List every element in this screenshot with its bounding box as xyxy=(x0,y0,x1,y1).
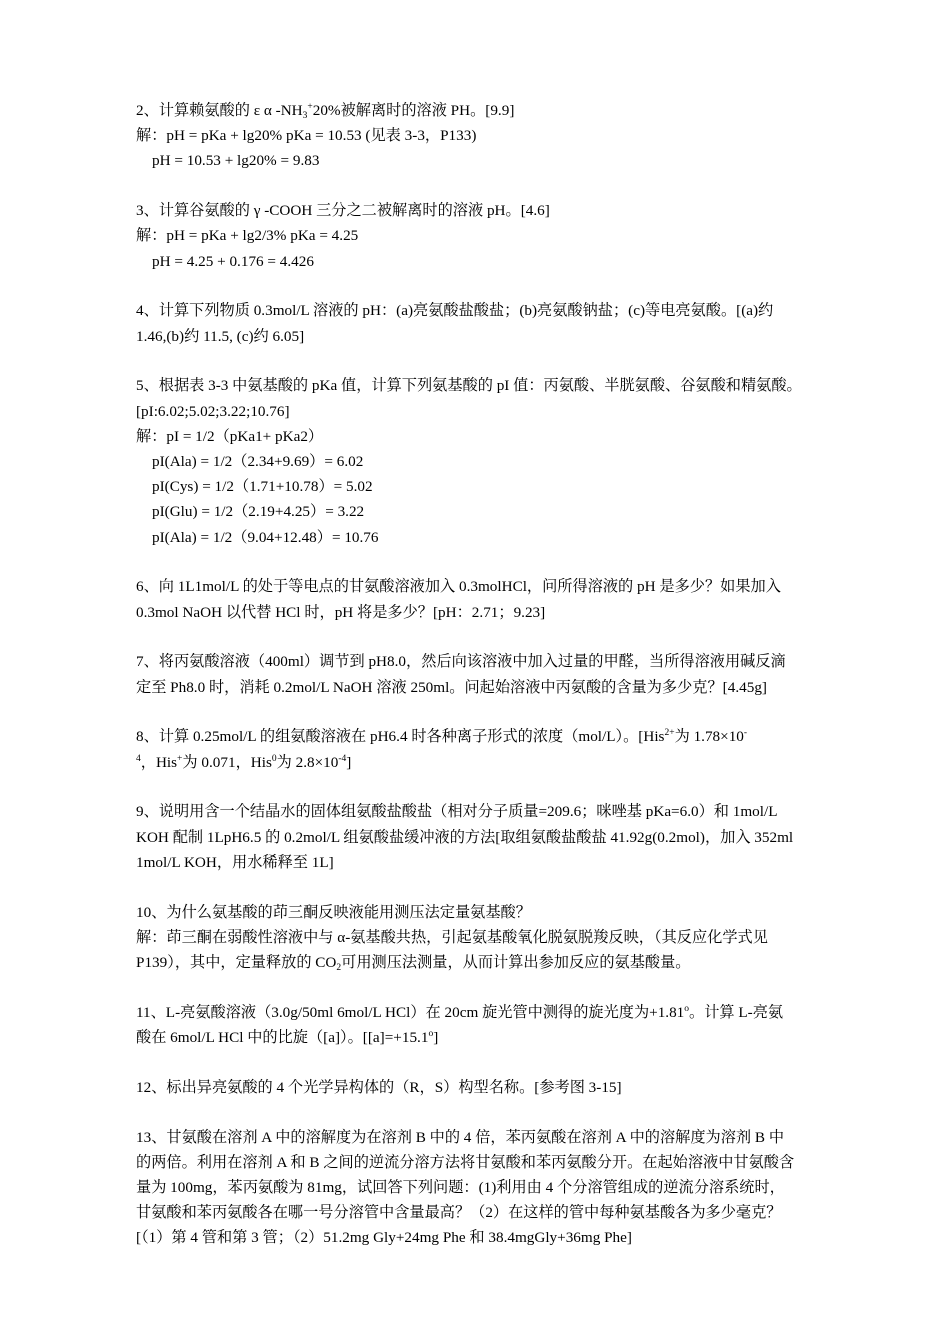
question-12 xyxy=(136,1075,864,1100)
question-5-answer: [pI:6.02;5.02;3.22;10.76] xyxy=(136,402,290,420)
question-4-line: 1.46,(b)约 11.5, (c)约 6.05] xyxy=(136,327,305,345)
question-5-calc: pI(Ala) = 1/2（9.04+12.48）= 10.76 xyxy=(152,528,379,546)
question-9-line: KOH 配制 1LpH6.5 的 0.2mol/L 组氨酸盐缓冲液的方法[取组氨酸盐酸盐 41.92g(0.2mol)，加入 352ml xyxy=(136,828,794,846)
question-7-line: 7、将丙氨酸溶液（400ml）调节到 pH8.0，然后向该溶液中加入过量的甲醛，当所得溶液用碱反滴 xyxy=(136,653,786,671)
question-5-line: 5、根据表 3-3 中氨基酸的 pKa 值，计算下列氨基酸的 pI 值：丙氨酸、半胱氨酸、谷氨酸和精氨酸。 xyxy=(136,377,802,395)
question-3-result: pH = 4.25 + 0.176 = 4.426 xyxy=(152,252,314,270)
question-13-line: 13、甘氨酸在溶剂 A 中的溶解度为在溶剂 B 中的 4 倍，苯丙氨酸在溶剂 A 中的溶解度为溶剂 B 中 xyxy=(136,1128,785,1146)
question-2-stem: 2、计算赖氨酸的 ε α $-NH_3^+20\%$被解离时的溶液 PH。[9.9] xyxy=(136,102,515,121)
question-9-line: 9、说明用含一个结晶水的固体组氨酸盐酸盐（相对分子质量=209.6；咪唑基 pKa=6.0）和 1mol/L xyxy=(136,803,778,821)
question-8-line: $^4$，His+为 0.071，His$^0$为 $2.8\times 10^{-4}$] xyxy=(136,753,352,771)
question-2-result: pH = 10.53 + lg20% = 9.83 xyxy=(152,152,320,170)
question-12-stem: 12、标出异亮氨酸的 4 个光学异构体的（R，S）构型名称。[参考图 3-15] xyxy=(136,1078,622,1096)
question-8-line: 8、计算 0.25mol/L 的组氨酸溶液在 pH6.4 时各种离子形式的浓度（mol/L）。[His$^{2+}$为 1.78×10- xyxy=(136,728,748,746)
question-2-solution: 解：pH = pKa + lg20% pKa = 10.53 (见表 3-3，P133) xyxy=(136,127,477,145)
question-6-line: 6、向 1L1mol/L 的处于等电点的甘氨酸溶液加入 0.3molHCl，问所得溶液的 pH 是多少？如果加入 xyxy=(136,578,781,596)
question-3 xyxy=(136,198,864,274)
question-4 xyxy=(136,298,864,348)
question-10-stem: 10、为什么氨基酸的茚三酮反映液能用测压法定量氨基酸？ xyxy=(136,903,531,921)
question-5-calc: pI(Ala) = 1/2（2.34+9.69）= 6.02 xyxy=(152,453,364,471)
question-11 xyxy=(136,1000,864,1050)
question-5-calc: pI(Glu) = 1/2（2.19+4.25）= 3.22 xyxy=(152,503,365,521)
question-13-line: 量为 100mg，苯丙氨酸为 81mg，试回答下列问题：(1)利用由 4 个分溶管组成的逆流分溶系统时， xyxy=(136,1179,785,1197)
question-6 xyxy=(136,574,864,624)
question-13-line: 甘氨酸和苯丙氨酸各在哪一号分溶管中含量最高？（2）在这样的管中每种氨基酸各为多少毫克？ xyxy=(136,1204,782,1222)
question-3-solution: 解：pH = pKa + lg2/3% pKa = 4.25 xyxy=(136,227,359,245)
question-3-stem: 3、计算谷氨酸的 γ -COOH 三分之二被解离时的溶液 pH。[4.6] xyxy=(136,202,550,220)
question-8 xyxy=(136,724,864,774)
question-9-line: 1mol/L KOH，用水稀释至 1L] xyxy=(136,853,334,871)
question-5 xyxy=(136,373,864,549)
question-9 xyxy=(136,799,864,875)
question-13 xyxy=(136,1125,864,1251)
question-5-calc: pI(Cys) = 1/2（1.71+10.78）= 5.02 xyxy=(152,478,373,496)
question-6-line: 0.3mol NaOH 以代替 HCl 时，pH 将是多少？[pH：2.71；9.23] xyxy=(136,603,546,621)
question-13-answer: [（1）第 4 管和第 3 管；（2）51.2mg Gly+24mg Phe 和 38.4mgGly+36mg Phe] xyxy=(136,1229,632,1247)
question-11-line: 酸在 6mol/L HCl 中的比旋（[a]）。$[[a]=+15.1^o]$ xyxy=(136,1029,439,1047)
question-10 xyxy=(136,900,864,976)
question-10-solution: P139），其中，定量释放的 $CO_2$可用测压法测量，从而计算出参加反应的氨基酸量。 xyxy=(136,954,691,974)
document-page xyxy=(136,98,864,1275)
question-11-line: 11、L-亮氨酸溶液（3.0g/50ml 6mol/L HCl）在 20cm 旋光管中测得的旋光度为$+1.81^o$。计算 L-亮氨 xyxy=(136,1003,784,1021)
question-2 xyxy=(136,98,864,174)
question-13-line: 的两倍。利用在溶剂 A 和 B 之间的逆流分溶方法将甘氨酸和苯丙氨酸分开。在起始溶液中甘氨酸含 xyxy=(136,1153,795,1171)
question-7-line: 定至 Ph8.0 时，消耗 0.2mol/L NaOH 溶液 250ml。问起始溶液中丙氨酸的含量为多少克？[4.45g] xyxy=(136,678,767,696)
question-7 xyxy=(136,649,864,699)
question-4-line: 4、计算下列物质 0.3mol/L 溶液的 pH：(a)亮氨酸盐酸盐；(b)亮氨酸钠盐；(c)等电亮氨酸。[(a)约 xyxy=(136,302,774,320)
question-5-solution: 解：pI = 1/2（pKa1+ pKa2） xyxy=(136,427,324,445)
question-10-solution: 解：茚三酮在弱酸性溶液中与 α-氨基酸共热，引起氨基酸氧化脱氨脱羧反映，（其反应化学式见 xyxy=(136,928,768,946)
